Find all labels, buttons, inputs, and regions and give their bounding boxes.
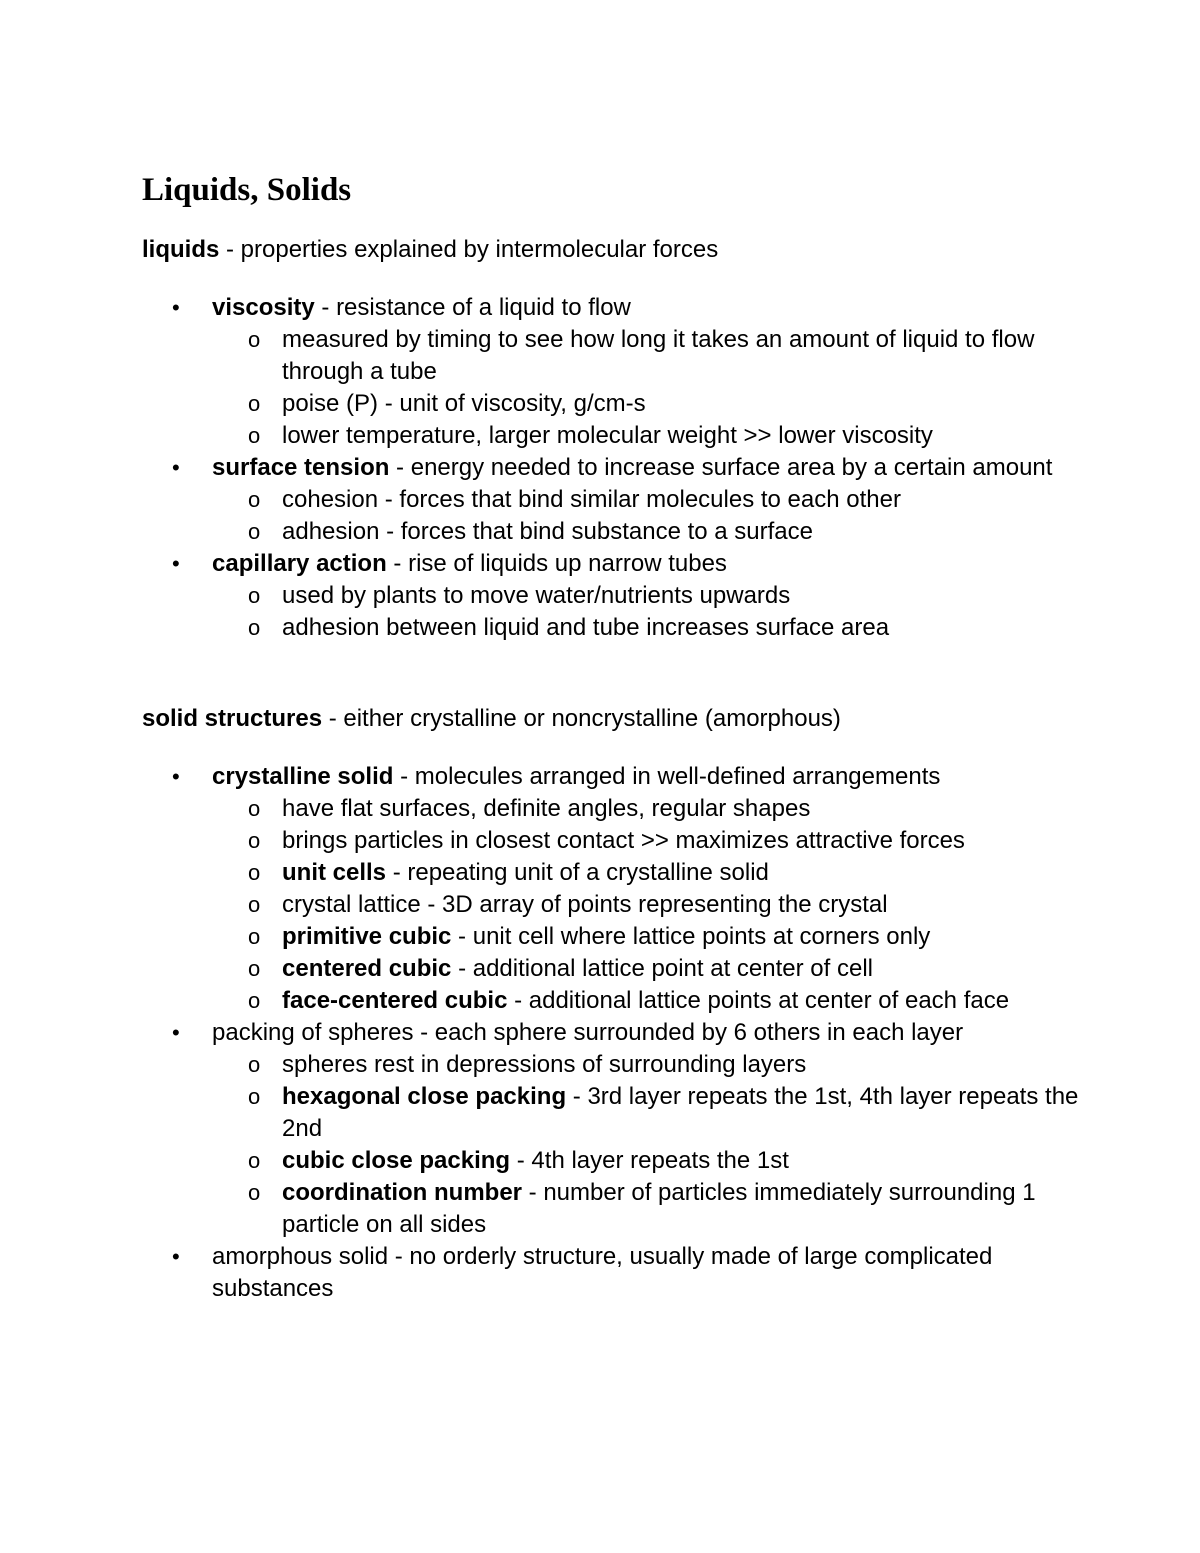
item-desc: lower temperature, larger molecular weight >> lower viscosity xyxy=(282,422,933,449)
item-desc: - additional lattice point at center of cell xyxy=(451,955,873,982)
sub-list-item xyxy=(212,1081,1082,1145)
liquids-section xyxy=(142,234,1082,644)
bullet-circle: o xyxy=(248,1148,261,1173)
sub-list xyxy=(212,580,1082,644)
solids-list xyxy=(142,761,1082,1305)
bullet-circle: o xyxy=(248,1180,261,1205)
sub-list-item xyxy=(212,516,1082,548)
sub-list-item xyxy=(212,953,1082,985)
sub-list-item xyxy=(212,793,1082,825)
item-desc: - unit cell where lattice points at corners only xyxy=(451,923,931,950)
sub-list-item xyxy=(212,484,1082,516)
sub-list-item xyxy=(212,1049,1082,1081)
bullet-circle: o xyxy=(248,391,261,416)
bullet-circle: o xyxy=(248,583,261,608)
item-term: unit cells xyxy=(282,859,387,886)
item-term: crystalline solid xyxy=(212,763,394,790)
item-term: centered cubic xyxy=(282,955,452,982)
item-desc: spheres rest in depressions of surrounding layers xyxy=(282,1051,807,1078)
bullet-circle: o xyxy=(248,327,261,352)
item-term: surface tension xyxy=(212,454,390,481)
bullet-circle: o xyxy=(248,615,261,640)
bullet-circle: o xyxy=(248,519,261,544)
item-desc: amorphous solid - no orderly structure, usually made of large complicated substances xyxy=(212,1243,993,1302)
list-item xyxy=(142,292,1082,452)
sub-list-item xyxy=(212,420,1082,452)
item-desc: crystal lattice - 3D array of points representing the crystal xyxy=(282,891,888,918)
bullet-circle: o xyxy=(248,796,261,821)
item-desc: - 3rd layer repeats the 1st, 4th layer repeats the 2nd xyxy=(282,1083,1079,1142)
bullet-circle: o xyxy=(248,892,261,917)
bullet-dot: • xyxy=(172,295,180,320)
sub-list-item xyxy=(212,388,1082,420)
bullet-circle: o xyxy=(248,423,261,448)
bullet-circle: o xyxy=(248,487,261,512)
heading-term: solid structures xyxy=(142,705,323,732)
section-heading xyxy=(142,703,1082,735)
list-item xyxy=(142,1017,1082,1241)
bullet-circle: o xyxy=(248,828,261,853)
item-desc: - number of particles immediately surrounding 1 particle on all sides xyxy=(282,1179,1036,1238)
bullet-circle: o xyxy=(248,1084,261,1109)
item-term: viscosity xyxy=(212,294,315,321)
sub-list-item xyxy=(212,612,1082,644)
item-desc: measured by timing to see how long it takes an amount of liquid to flow through a tube xyxy=(282,326,1035,385)
item-desc: used by plants to move water/nutrients upwards xyxy=(282,582,791,609)
sub-list-item xyxy=(212,1145,1082,1177)
sub-list-item xyxy=(212,324,1082,388)
sub-list-item xyxy=(212,1177,1082,1241)
item-desc: adhesion - forces that bind substance to a surface xyxy=(282,518,813,545)
item-desc: - energy needed to increase surface area by a certain amount xyxy=(389,454,1053,481)
item-desc: brings particles in closest contact >> maximizes attractive forces xyxy=(282,827,965,854)
item-desc: - rise of liquids up narrow tubes xyxy=(386,550,727,577)
heading-term: liquids xyxy=(142,236,220,263)
heading-desc: - properties explained by intermolecular forces xyxy=(219,236,719,263)
item-desc: have flat surfaces, definite angles, regular shapes xyxy=(282,795,811,822)
sub-list xyxy=(212,793,1082,1017)
list-item xyxy=(142,548,1082,644)
item-desc: packing of spheres - each sphere surrounded by 6 others in each layer xyxy=(212,1019,964,1046)
item-desc: - resistance of a liquid to flow xyxy=(314,294,631,321)
sub-list-item xyxy=(212,985,1082,1017)
solids-section xyxy=(142,703,1082,1305)
list-item xyxy=(142,452,1082,548)
list-item xyxy=(142,761,1082,1017)
item-desc: poise (P) - unit of viscosity, g/cm-s xyxy=(282,390,646,417)
bullet-dot: • xyxy=(172,455,180,480)
sub-list-item xyxy=(212,825,1082,857)
item-desc: - 4th layer repeats the 1st xyxy=(510,1147,789,1174)
item-term: primitive cubic xyxy=(282,923,452,950)
bullet-dot: • xyxy=(172,1020,180,1045)
bullet-dot: • xyxy=(172,1244,180,1269)
item-desc: adhesion between liquid and tube increases surface area xyxy=(282,614,890,641)
bullet-dot: • xyxy=(172,551,180,576)
item-desc: cohesion - forces that bind similar molecules to each other xyxy=(282,486,901,513)
item-term: cubic close packing xyxy=(282,1147,511,1174)
item-desc: - additional lattice points at center of each face xyxy=(507,987,1010,1014)
sub-list xyxy=(212,1049,1082,1241)
sub-list-item xyxy=(212,921,1082,953)
sub-list-item xyxy=(212,857,1082,889)
sub-list xyxy=(212,484,1082,548)
list-item xyxy=(142,1241,1082,1305)
bullet-circle: o xyxy=(248,924,261,949)
liquids-list xyxy=(142,292,1082,644)
bullet-dot: • xyxy=(172,764,180,789)
item-term: coordination number xyxy=(282,1179,522,1206)
section-heading xyxy=(142,234,1082,266)
item-desc: - molecules arranged in well-defined arrangements xyxy=(393,763,941,790)
sub-list xyxy=(212,324,1082,452)
bullet-circle: o xyxy=(248,988,261,1013)
bullet-circle: o xyxy=(248,1052,261,1077)
bullet-circle: o xyxy=(248,860,261,885)
item-desc: - repeating unit of a crystalline solid xyxy=(386,859,769,886)
item-term: capillary action xyxy=(212,550,387,577)
bullet-circle: o xyxy=(248,956,261,981)
item-term: hexagonal close packing xyxy=(282,1083,567,1110)
page-title: Liquids, Solids xyxy=(142,172,352,208)
sub-list-item xyxy=(212,889,1082,921)
heading-desc: - either crystalline or noncrystalline (amorphous) xyxy=(322,705,841,732)
item-term: face-centered cubic xyxy=(282,987,508,1014)
sub-list-item xyxy=(212,580,1082,612)
